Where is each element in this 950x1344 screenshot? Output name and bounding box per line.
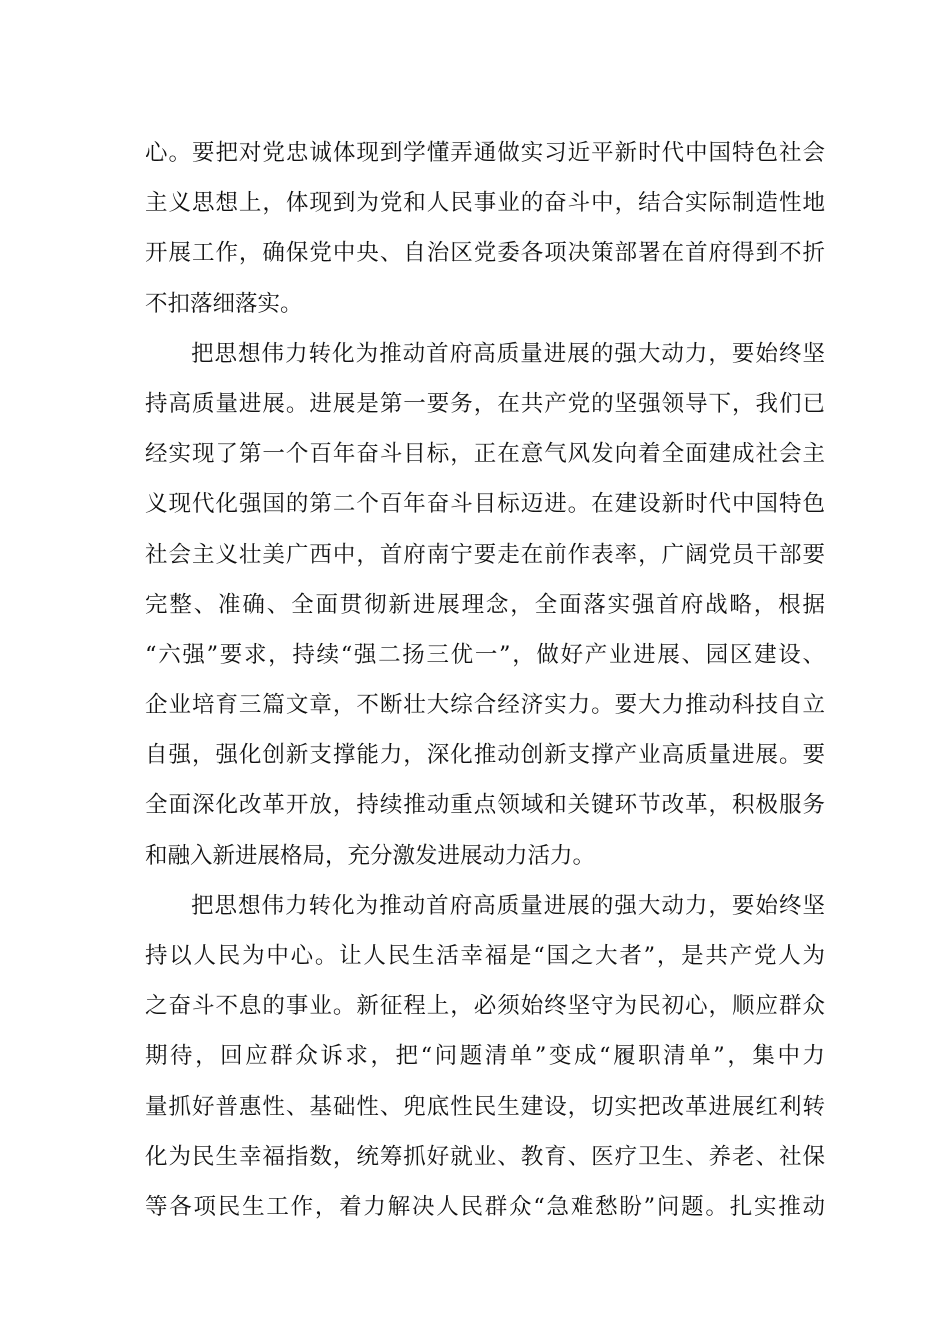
text-line: 企业培育三篇文章，不断壮大综合经济实力。要大力推动科技自立 [145, 692, 825, 719]
text-line: 开展工作，确保党中央、自治区党委各项决策部署在首府得到不折 [145, 240, 825, 267]
text-line: 化为民生幸福指数，统筹抓好就业、教育、医疗卫生、养老、社保 [145, 1143, 825, 1170]
text-line: 等各项民生工作，着力解决人民群众“急难愁盼”问题。扎实推动 [145, 1193, 825, 1220]
text-line: 全面深化改革开放，持续推动重点领域和关键环节改革，积极服务 [145, 792, 825, 819]
text-line: 持以人民为中心。让人民生活幸福是“国之大者”，是共产党人为 [145, 943, 825, 969]
text-line: 持高质量进展。进展是第一要务，在共产党的坚强领导下，我们已 [145, 390, 825, 417]
text-line: 心。要把对党忠诚体现到学懂弄通做实习近平新时代中国特色社会 [145, 140, 825, 166]
text-line: 不扣落细落实。 [145, 290, 303, 317]
text-line: 完整、准确、全面贯彻新进展理念，全面落实强首府战略，根据 [145, 591, 825, 618]
text-line: 社会主义壮美广西中，首府南宁要走在前作表率，广阔党员干部要 [145, 541, 825, 568]
text-line: 期待，回应群众诉求，把“问题清单”变成“履职清单”，集中力 [145, 1043, 825, 1070]
paragraph-first-line: 把思想伟力转化为推动首府高质量进展的强大动力，要始终坚 [191, 892, 825, 919]
text-line: 主义思想上，体现到为党和人民事业的奋斗中，结合实际制造性地 [145, 190, 825, 217]
text-line: 自强，强化创新支撑能力，深化推动创新支撑产业高质量进展。要 [145, 742, 825, 769]
text-line: 和融入新进展格局，充分激发进展动力活力。 [145, 842, 596, 869]
text-line: 经实现了第一个百年奋斗目标，正在意气风发向着全面建成社会主 [145, 441, 825, 468]
paragraph-first-line: 把思想伟力转化为推动首府高质量进展的强大动力，要始终坚 [191, 340, 825, 367]
text-line: “六强”要求，持续“强二扬三优一”，做好产业进展、园区建设、 [145, 641, 825, 668]
document-body [145, 128, 825, 1232]
text-line: 义现代化强国的第二个百年奋斗目标迈进。在建设新时代中国特色 [145, 491, 825, 518]
text-line: 之奋斗不息的事业。新征程上，必须始终坚守为民初心，顺应群众 [145, 993, 825, 1020]
text-line: 量抓好普惠性、基础性、兜底性民生建设，切实把改革进展红利转 [145, 1093, 825, 1120]
